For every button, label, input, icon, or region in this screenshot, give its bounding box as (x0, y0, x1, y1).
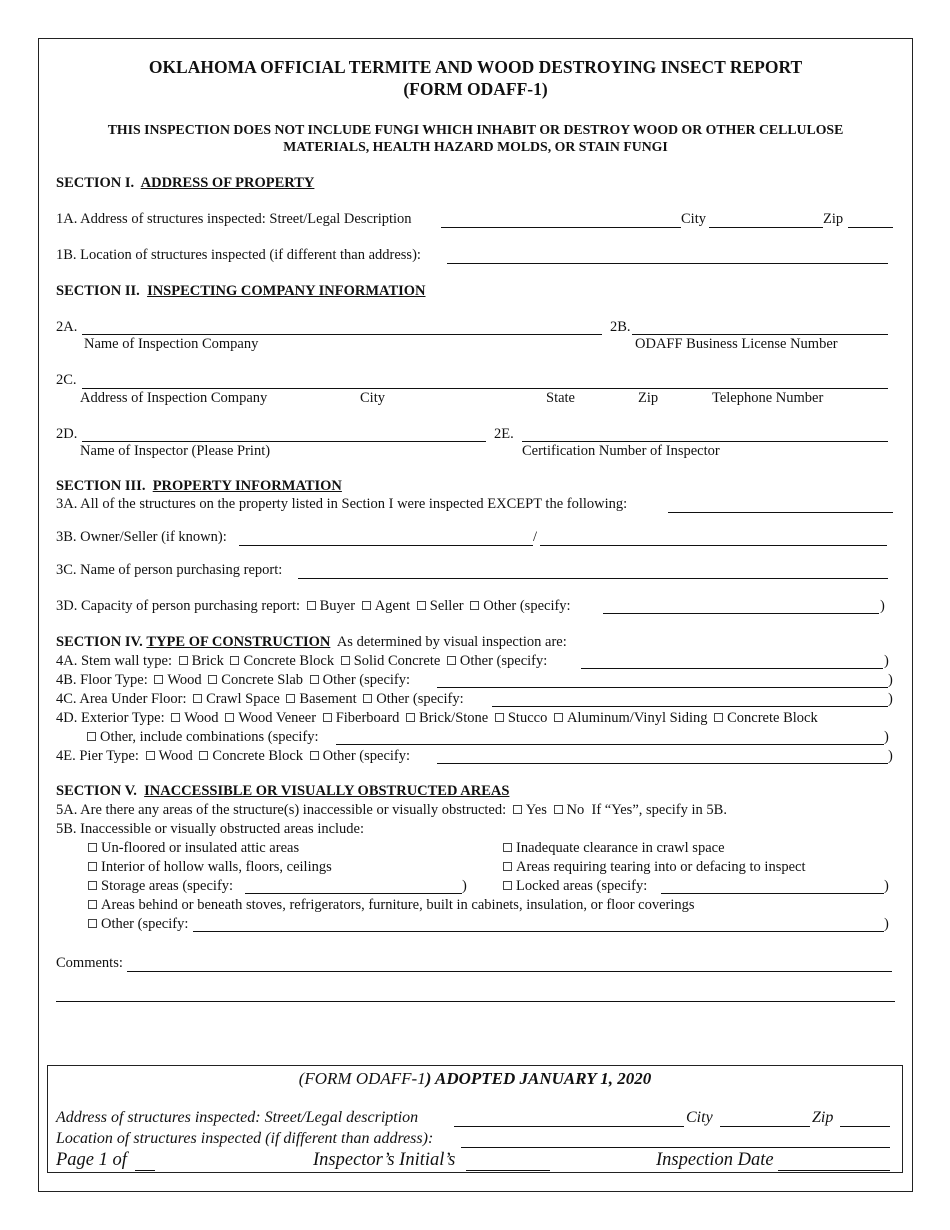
field-2d-caption: Name of Inspector (Please Print) (80, 443, 271, 459)
field-4e-close-paren: ) (888, 748, 893, 764)
field-1a-street-input[interactable] (441, 227, 681, 228)
field-2c-caption-state: State (546, 390, 575, 406)
field-1a-zip-input[interactable] (848, 227, 893, 228)
field-1b-input[interactable] (447, 263, 888, 264)
field-1a-city-label: City (681, 211, 706, 227)
field-3b-owner-input[interactable] (239, 545, 533, 546)
field-3a-input[interactable] (668, 512, 893, 513)
footer-initials-label: Inspector’s Initial’s (313, 1150, 456, 1170)
field-3d-other-input[interactable] (603, 613, 879, 614)
other-checkbox[interactable] (470, 601, 479, 610)
exclusion-notice-line2: MATERIALS, HEALTH HAZARD MOLDS, OR STAIN FUNGI (283, 139, 668, 155)
footer-page-total-input[interactable] (135, 1170, 155, 1171)
other-area-input[interactable] (193, 931, 884, 932)
field-4d-row: 4D. Exterior Type: Wood Wood Veneer Fiberboard Brick/Stone Stucco Aluminum/Vinyl Siding Concrete Block (56, 710, 818, 726)
unfloored-attic-checkbox[interactable] (88, 843, 97, 852)
section-2-heading: SECTION II. INSPECTING COMPANY INFORMATION (56, 283, 426, 299)
no-checkbox[interactable] (554, 805, 563, 814)
field-2d-number: 2D. (56, 426, 78, 442)
brick-stone-checkbox[interactable] (406, 713, 415, 722)
footer-date-input[interactable] (778, 1170, 890, 1171)
comments-input[interactable] (127, 971, 892, 972)
form-title-line1: OKLAHOMA OFFICIAL TERMITE AND WOOD DESTROYING INSECT REPORT (148, 57, 803, 77)
comments-label: Comments: (56, 955, 123, 971)
field-2c-caption-zip: Zip (638, 390, 659, 406)
field-1a-zip-label: Zip (823, 211, 844, 227)
form-title (40, 57, 911, 101)
field-2b-caption: ODAFF Business License Number (635, 336, 838, 352)
wood-checkbox[interactable] (154, 675, 163, 684)
area-option: Storage areas (specify: (85, 878, 233, 895)
field-4b-close-paren: ) (888, 672, 893, 688)
footer-page-label: Page 1 of (56, 1150, 127, 1170)
exclusion-notice-line1: THIS INSPECTION DOES NOT INCLUDE FUNGI WHICH INHABIT OR DESTROY WOOD OR OTHER CELLULOSE (107, 122, 844, 137)
field-3d-row: 3D. Capacity of person purchasing report: Buyer Agent Seller Other (specify: (56, 598, 571, 614)
footer-city-label: City (686, 1109, 713, 1126)
field-2c-caption-telephone: Telephone Number (712, 390, 824, 406)
field-2b-input[interactable] (632, 334, 888, 335)
footer-zip-label: Zip (812, 1109, 834, 1126)
field-2c-input[interactable] (82, 388, 888, 389)
solid-concrete-checkbox[interactable] (341, 656, 350, 665)
field-4d-close-paren: ) (884, 729, 889, 745)
field-2e-caption: Certification Number of Inspector (522, 443, 720, 459)
field-3b-separator: / (533, 529, 538, 545)
field-2c-number: 2C. (56, 372, 77, 388)
concrete-block-checkbox[interactable] (714, 713, 723, 722)
yes-checkbox[interactable] (513, 805, 522, 814)
storage-areas-input[interactable] (245, 893, 462, 894)
field-4c-other-input[interactable] (492, 706, 888, 707)
field-4b-row: 4B. Floor Type: Wood Concrete Slab Other (specify: (56, 672, 411, 688)
field-2d-input[interactable] (82, 441, 486, 442)
behind-appliances-checkbox[interactable] (88, 900, 97, 909)
other-checkbox[interactable] (363, 694, 372, 703)
area-option: Interior of hollow walls, floors, ceilings (85, 859, 332, 876)
field-4d-other-row: Other, include combinations (specify: (84, 729, 318, 746)
area-option: Un-floored or insulated attic areas (85, 840, 299, 857)
field-3b-label: 3B. Owner/Seller (if known): (56, 529, 227, 545)
field-4e-other-input[interactable] (437, 763, 888, 764)
other-checkbox[interactable] (310, 751, 319, 760)
locked-close-paren: ) (884, 878, 889, 894)
fiberboard-checkbox[interactable] (323, 713, 332, 722)
field-2a-input[interactable] (82, 334, 602, 335)
footer-date-label: Inspection Date (656, 1150, 774, 1170)
section-4-heading: SECTION IV. TYPE OF CONSTRUCTION As determined by visual inspection are: (56, 634, 567, 650)
footer-address-label: Address of structures inspected: Street/Legal description (56, 1109, 419, 1126)
footer-address-input[interactable] (454, 1126, 684, 1127)
field-4d-other-input[interactable] (336, 744, 884, 745)
concrete-block-checkbox[interactable] (199, 751, 208, 760)
area-option: Other (specify: (85, 916, 188, 933)
field-5b-label: 5B. Inaccessible or visually obstructed areas include: (56, 821, 365, 837)
wood-checkbox[interactable] (146, 751, 155, 760)
exclusion-notice (40, 121, 911, 155)
field-4c-close-paren: ) (888, 691, 893, 707)
section-1-heading: SECTION I. ADDRESS OF PROPERTY (56, 175, 315, 191)
form-title-line2: (FORM ODAFF-1) (403, 78, 548, 99)
field-2c-caption-city: City (360, 390, 385, 406)
other-checkbox[interactable] (310, 675, 319, 684)
locked-areas-input[interactable] (661, 893, 884, 894)
field-3b-seller-input[interactable] (540, 545, 887, 546)
basement-checkbox[interactable] (286, 694, 295, 703)
field-5a-row: 5A. Are there any areas of the structure(s) inaccessible or visually obstructed: Yes No If “Yes”, specify in 5B. (56, 802, 727, 818)
field-1a-city-input[interactable] (709, 227, 823, 228)
area-option: Locked areas (specify: (500, 878, 647, 895)
other-checkbox[interactable] (447, 656, 456, 665)
adopted-date: (FORM ODAFF-1) ADOPTED JANUARY 1, 2020 (298, 1069, 652, 1088)
storage-areas-checkbox[interactable] (88, 881, 97, 890)
footer-city-input[interactable] (720, 1126, 810, 1127)
seller-checkbox[interactable] (417, 601, 426, 610)
field-1b-label: 1B. Location of structures inspected (if different than address): (56, 247, 421, 263)
other-combinations-checkbox[interactable] (87, 732, 96, 741)
field-4a-row: 4A. Stem wall type: Brick Concrete Block Solid Concrete Other (specify: (56, 653, 548, 669)
stucco-checkbox[interactable] (495, 713, 504, 722)
brick-checkbox[interactable] (179, 656, 188, 665)
field-1a-label: 1A. Address of structures inspected: Street/Legal Description (56, 211, 412, 227)
footer-initials-input[interactable] (466, 1170, 550, 1171)
area-option: Areas behind or beneath stoves, refrigerators, furniture, built in cabinets, insulation, or floor coverings (85, 897, 695, 914)
other-area-checkbox[interactable] (88, 919, 97, 928)
field-3d-close-paren: ) (880, 598, 885, 614)
footer-zip-input[interactable] (840, 1126, 890, 1127)
field-2b-number: 2B. (610, 319, 631, 335)
area-option: Inadequate clearance in crawl space (500, 840, 725, 857)
area-option: Areas requiring tearing into or defacing to inspect (500, 859, 806, 876)
footer-location-input[interactable] (461, 1147, 890, 1148)
crawl-space-checkbox[interactable] (193, 694, 202, 703)
field-4e-row: 4E. Pier Type: Wood Concrete Block Other (specify: (56, 748, 411, 764)
footer-location-label: Location of structures inspected (if different than address): (56, 1130, 434, 1147)
field-3c-input[interactable] (298, 578, 888, 579)
field-2a-number: 2A. (56, 319, 78, 335)
inadequate-clearance-checkbox[interactable] (503, 843, 512, 852)
tearing-defacing-checkbox[interactable] (503, 862, 512, 871)
agent-checkbox[interactable] (362, 601, 371, 610)
field-2c-caption-address: Address of Inspection Company (80, 390, 268, 406)
field-2e-number: 2E. (494, 426, 514, 442)
concrete-slab-checkbox[interactable] (208, 675, 217, 684)
wood-veneer-checkbox[interactable] (225, 713, 234, 722)
field-3c-label: 3C. Name of person purchasing report: (56, 562, 283, 578)
field-4c-row: 4C. Area Under Floor: Crawl Space Basement Other (specify: (56, 691, 464, 707)
concrete-block-checkbox[interactable] (230, 656, 239, 665)
field-4a-close-paren: ) (884, 653, 889, 669)
section-5-heading: SECTION V. INACCESSIBLE OR VISUALLY OBSTRUCTED AREAS (56, 783, 510, 799)
field-3a-label: 3A. All of the structures on the property listed in Section I were inspected EXCEPT the following: (56, 496, 628, 512)
hollow-walls-checkbox[interactable] (88, 862, 97, 871)
storage-close-paren: ) (462, 878, 467, 894)
comments-input-line2[interactable] (56, 1001, 895, 1002)
wood-checkbox[interactable] (171, 713, 180, 722)
aluminum-vinyl-siding-checkbox[interactable] (554, 713, 563, 722)
field-4b-other-input[interactable] (437, 687, 888, 688)
buyer-checkbox[interactable] (307, 601, 316, 610)
locked-areas-checkbox[interactable] (503, 881, 512, 890)
field-2e-input[interactable] (522, 441, 888, 442)
section-3-heading: SECTION III. PROPERTY INFORMATION (56, 478, 342, 494)
field-2a-caption: Name of Inspection Company (84, 336, 259, 352)
field-4a-other-input[interactable] (581, 668, 883, 669)
other-close-paren: ) (884, 916, 889, 932)
